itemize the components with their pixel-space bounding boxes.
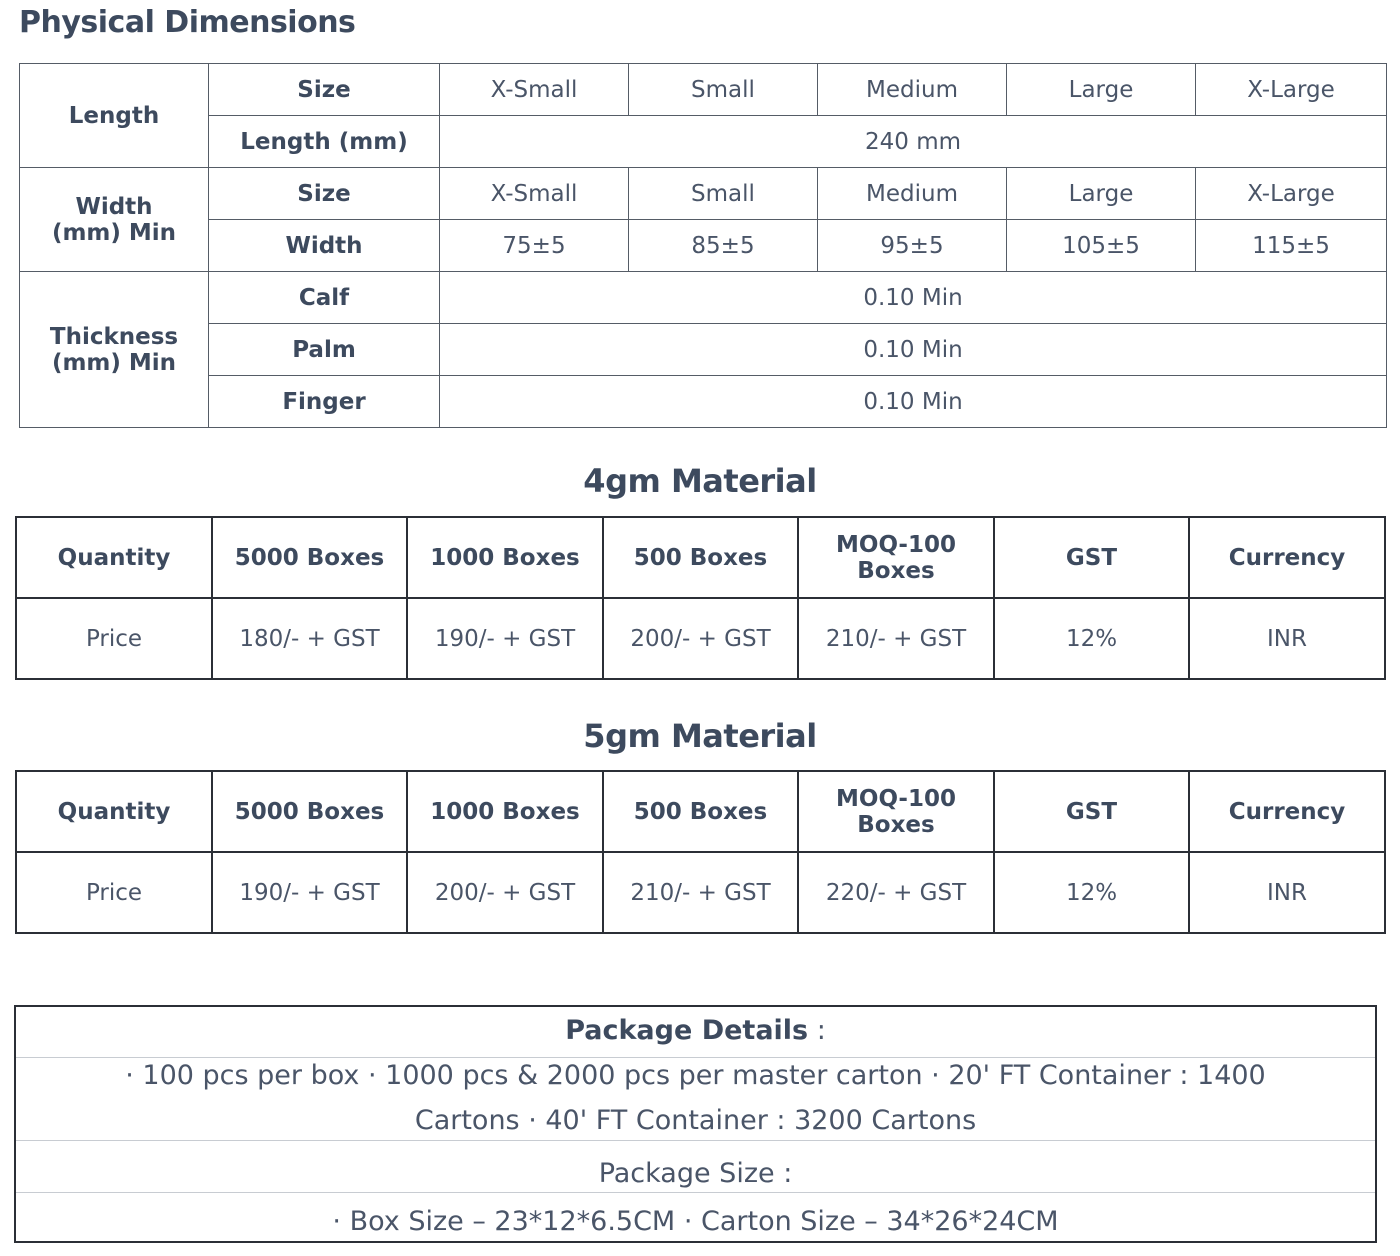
price-cell: 12%	[994, 852, 1189, 933]
page-title: Physical Dimensions	[19, 5, 356, 40]
table-row	[16, 852, 1385, 933]
table-row	[20, 272, 1387, 324]
price-cell: 200/- + GST	[603, 598, 798, 679]
physical-dimensions-table	[19, 63, 1387, 428]
width-value: 85±5	[629, 220, 818, 272]
size-cell: Small	[629, 64, 818, 116]
header-cell: 1000 Boxes	[407, 771, 603, 852]
price-cell: 200/- + GST	[407, 852, 603, 933]
package-details-box	[14, 1005, 1377, 1243]
width-label	[20, 168, 209, 272]
header-cell: GST	[994, 517, 1189, 598]
package-size-label: Package Size :	[598, 1158, 793, 1189]
header-cell: MOQ-100 Boxes	[798, 771, 994, 852]
price-cell: 210/- + GST	[798, 598, 994, 679]
palm-value: 0.10 Min	[440, 324, 1387, 376]
table-row	[16, 598, 1385, 679]
price-cell: INR	[1189, 598, 1385, 679]
header-cell: 5000 Boxes	[212, 517, 407, 598]
thickness-label	[20, 272, 209, 428]
package-details-line1: · 100 pcs per box · 1000 pcs & 2000 pcs per master carton · 20' FT Container : 1400	[125, 1060, 1266, 1091]
price-cell: 220/- + GST	[798, 852, 994, 933]
package-details-title-suffix: :	[808, 1015, 826, 1046]
divider	[16, 1140, 1375, 1141]
size-cell: X-Small	[440, 168, 629, 220]
table-row	[20, 64, 1387, 116]
package-details-heading	[16, 1011, 1375, 1051]
finger-label: Finger	[209, 376, 440, 428]
size-cell: Small	[629, 168, 818, 220]
price-cell: Price	[16, 852, 212, 933]
size-cell: X-Small	[440, 64, 629, 116]
table-row	[20, 168, 1387, 220]
width-value: 95±5	[818, 220, 1007, 272]
size-cell: Medium	[818, 168, 1007, 220]
table-row	[20, 324, 1387, 376]
table-row	[16, 517, 1385, 598]
header-cell: 5000 Boxes	[212, 771, 407, 852]
size-label: Size	[209, 168, 440, 220]
header-cell: Quantity	[16, 771, 212, 852]
size-cell: Medium	[818, 64, 1007, 116]
table-row	[20, 220, 1387, 272]
divider	[16, 1192, 1375, 1193]
price-cell: 180/- + GST	[212, 598, 407, 679]
package-details-line2: Cartons · 40' FT Container : 3200 Cartons	[414, 1105, 977, 1136]
header-cell: 1000 Boxes	[407, 517, 603, 598]
price-cell: 190/- + GST	[212, 852, 407, 933]
length-mm-label: Length (mm)	[209, 116, 440, 168]
length-value: 240 mm	[440, 116, 1387, 168]
header-cell: MOQ-100 Boxes	[798, 517, 994, 598]
price-cell: 210/- + GST	[603, 852, 798, 933]
package-size-details: · Box Size – 23*12*6.5CM · Carton Size – 34*26*24CM	[332, 1206, 1059, 1237]
width-value: 115±5	[1196, 220, 1387, 272]
header-cell: Currency	[1189, 771, 1385, 852]
package-details-title: Package Details	[565, 1015, 809, 1046]
size-cell: Large	[1007, 168, 1196, 220]
material-5gm-title: 5gm Material	[583, 717, 817, 755]
price-cell: INR	[1189, 852, 1385, 933]
price-cell: Price	[16, 598, 212, 679]
width-value: 105±5	[1007, 220, 1196, 272]
material-5gm-table	[15, 770, 1386, 934]
calf-label: Calf	[209, 272, 440, 324]
thickness-label-line2: (mm) Min	[51, 349, 177, 376]
palm-label: Palm	[209, 324, 440, 376]
size-cell: X-Large	[1196, 168, 1387, 220]
price-cell: 190/- + GST	[407, 598, 603, 679]
size-cell: X-Large	[1196, 64, 1387, 116]
size-cell: Large	[1007, 64, 1196, 116]
material-4gm-table	[15, 516, 1386, 680]
calf-value: 0.10 Min	[440, 272, 1387, 324]
length-label: Length	[20, 64, 209, 168]
table-row	[20, 116, 1387, 168]
header-cell: Quantity	[16, 517, 212, 598]
material-4gm-title: 4gm Material	[583, 462, 817, 500]
header-cell: 500 Boxes	[603, 771, 798, 852]
width-label-line1: Width	[75, 193, 153, 220]
width-label-line2: (mm) Min	[51, 219, 177, 246]
price-cell: 12%	[994, 598, 1189, 679]
table-row	[20, 376, 1387, 428]
table-row	[16, 771, 1385, 852]
finger-value: 0.10 Min	[440, 376, 1387, 428]
width-value-label: Width	[209, 220, 440, 272]
width-value: 75±5	[440, 220, 629, 272]
header-cell: 500 Boxes	[603, 517, 798, 598]
thickness-label-line1: Thickness	[49, 323, 179, 350]
size-label: Size	[209, 64, 440, 116]
header-cell: GST	[994, 771, 1189, 852]
header-cell: Currency	[1189, 517, 1385, 598]
